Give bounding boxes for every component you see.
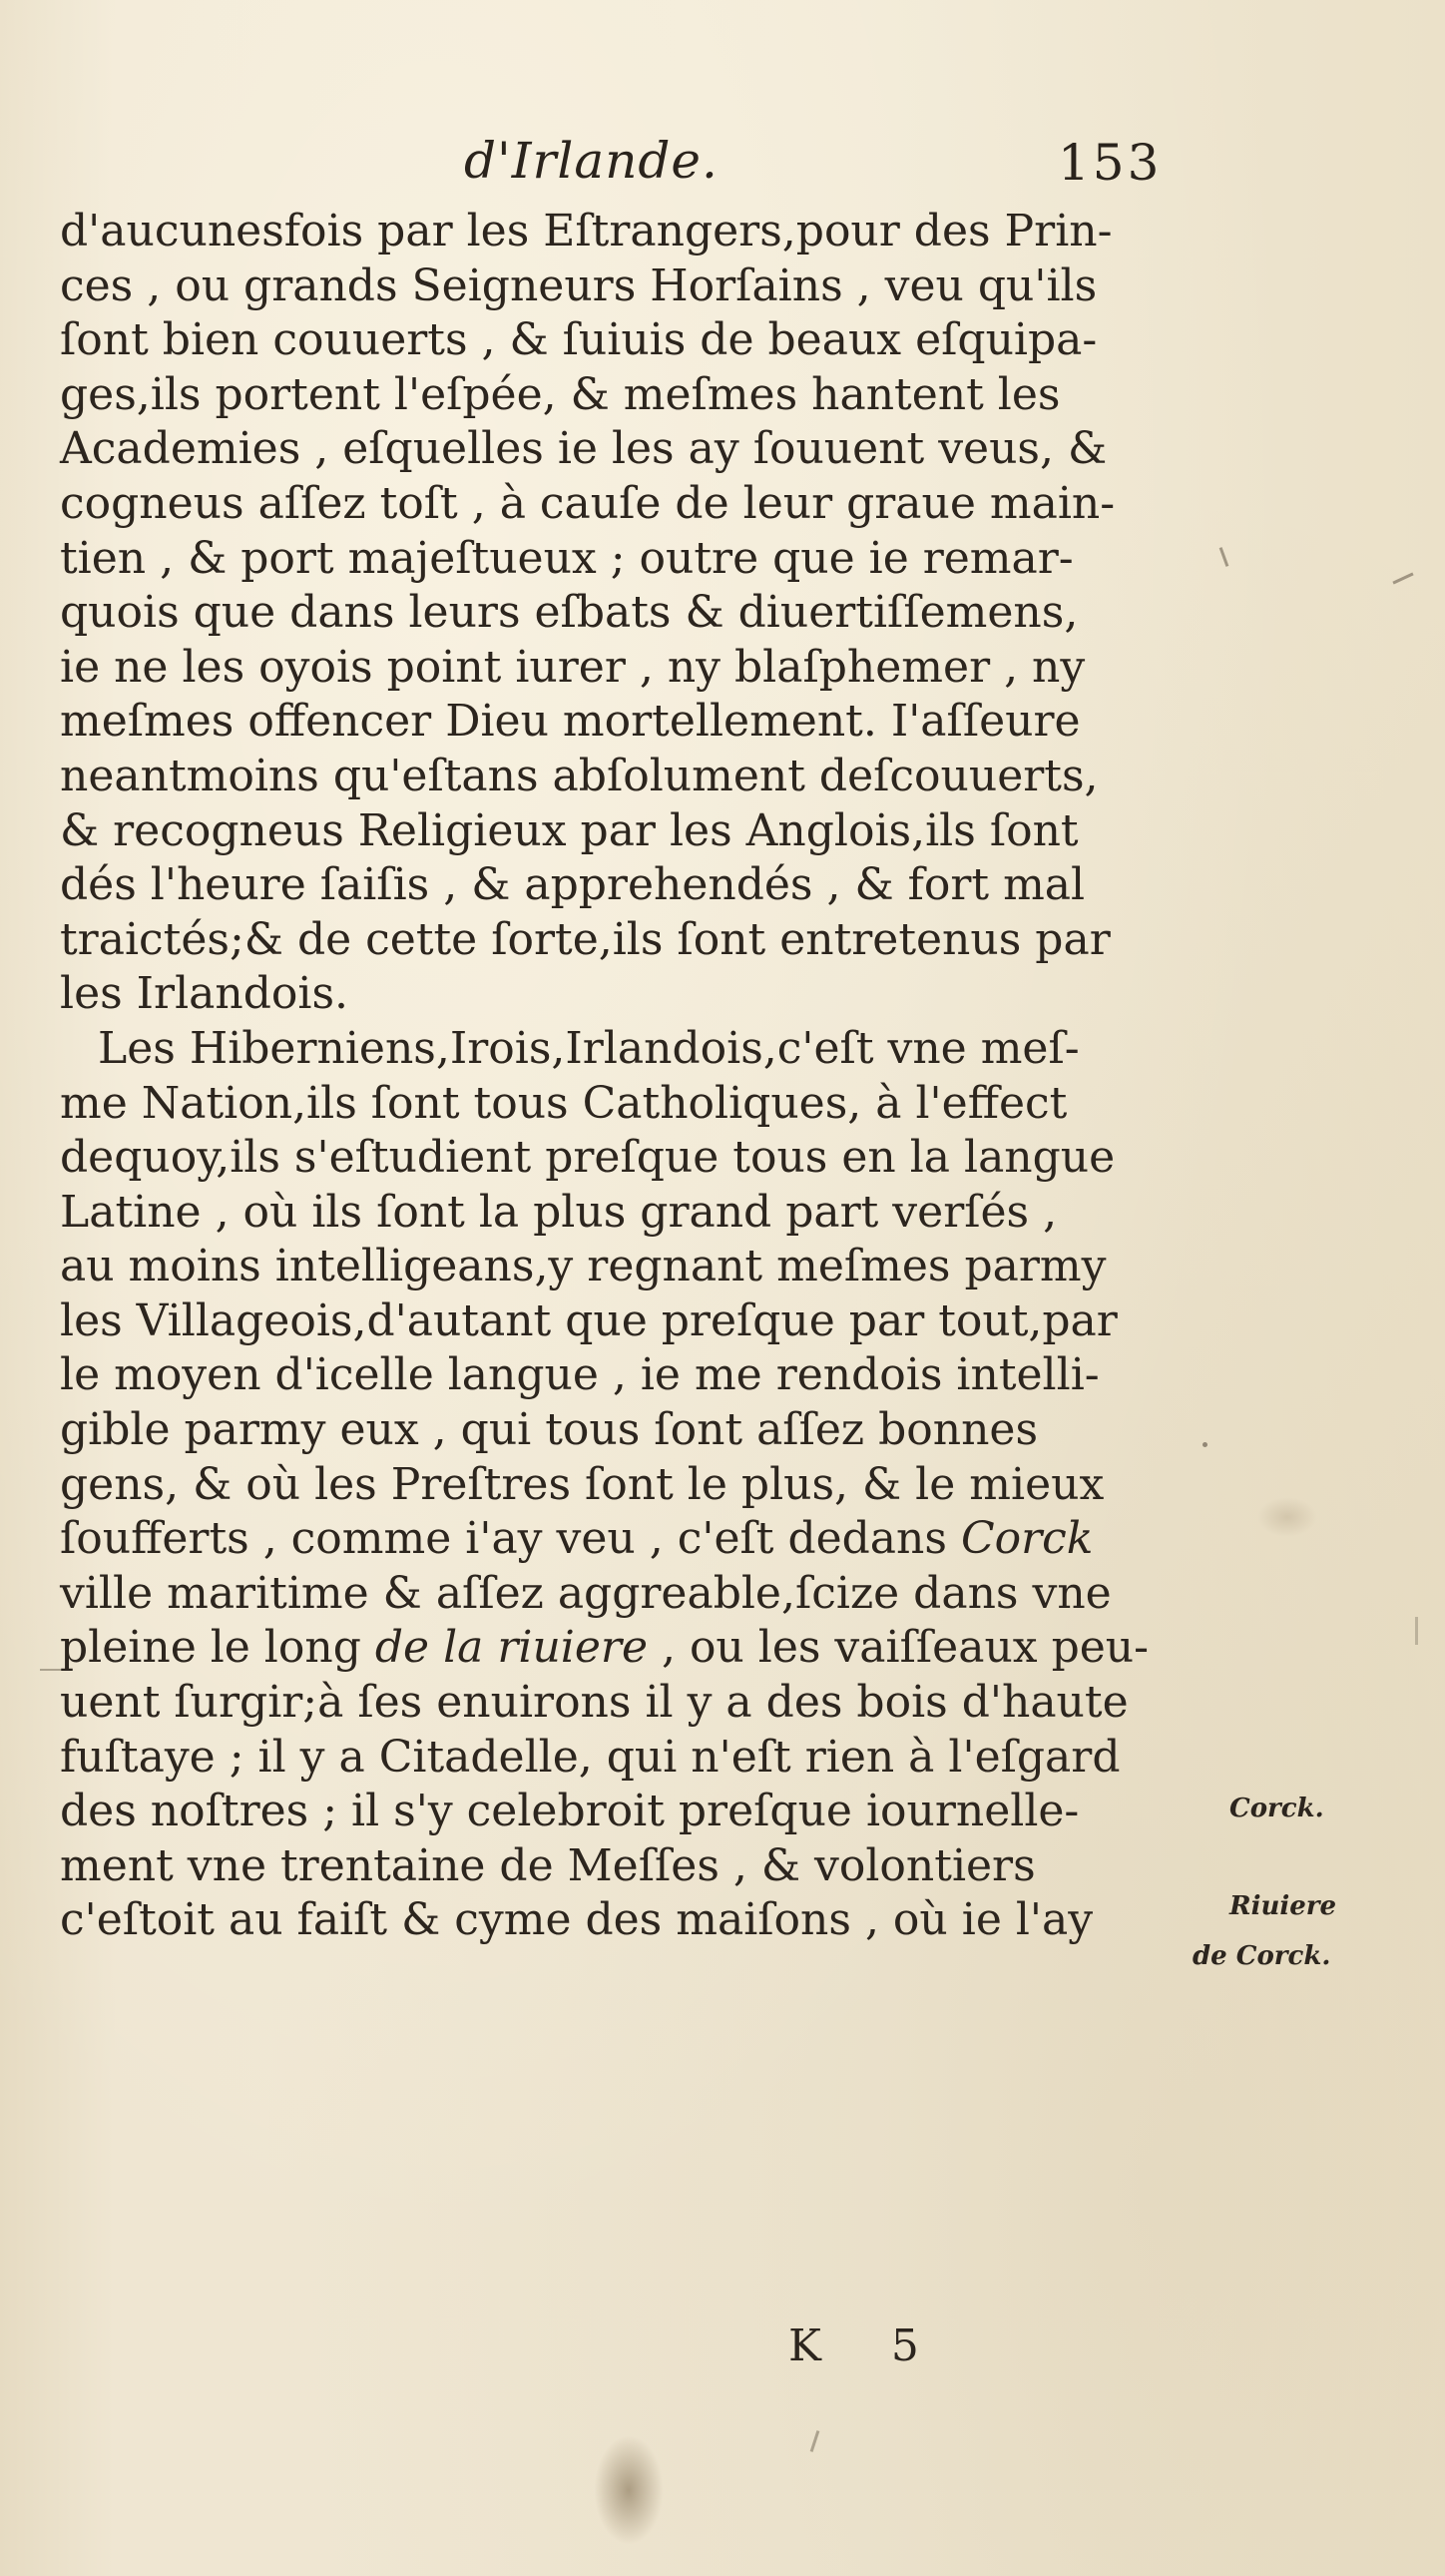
text-line: les Villageois,d'autant que preſque par tout,par [60,1294,1118,1346]
margin-note-de-corck: de Corck. [1193,1941,1331,1971]
text-line: les Irlandois. [60,968,349,1020]
text-line-riuiere-end: , ou les vaiſſeaux peu- [647,1622,1149,1674]
text-line: c'eſtoit au faiſt & cyme des maiſons , où ie l'ay [60,1894,1094,1946]
paper-speck [1415,1617,1418,1645]
text-line: ie ne les oyois point iurer , ny blaſphemer , ny [60,641,1086,693]
text-line-riuiere-start: pleine le long [60,1622,375,1674]
text-line: gens, & où les Preſtres ſont le plus, & le mieux [60,1458,1105,1510]
text-line: Latine , où ils ſont la plus grand part verſés , [60,1186,1058,1238]
text-line: ville maritime & aſſez aggreable,ſcize dans vne [60,1567,1112,1619]
text-line-corck-start: ſoufferts , comme i'ay veu , c'eſt dedans [60,1513,961,1565]
text-line: ges,ils portent l'eſpée, & meſmes hantent les [60,368,1061,420]
text-line: cogneus aſſez toſt , à cauſe de leur graue main- [60,477,1116,529]
margin-note-corck: Corck. [1229,1794,1324,1823]
page-footer [0,2320,1445,2390]
text-line: au moins intelligeans,y regnant meſmes parmy [60,1241,1107,1292]
text-line: d'aucunesfois par les Eſtrangers,pour des Prin- [60,206,1113,257]
text-line-corck [60,1512,1188,1567]
text-line: & recogneus Religieux par les Anglois,ils ſont [60,804,1079,856]
paper-stain [594,2435,664,2545]
paper-speck [1219,547,1229,567]
margin-note-riuiere: Riuiere [1229,1891,1337,1921]
text-line: fuſtaye ; il y a Citadelle, qui n'eſt rien à l'eſgard [60,1731,1121,1783]
text-line: dequoy,ils s'eſtudient preſque tous en la langue [60,1132,1116,1184]
page-header [0,122,1445,202]
river-name: de la riuiere [374,1622,648,1674]
text-line: le moyen d'icelle langue , ie me rendois intelli- [60,1349,1100,1401]
paper-stain [1257,1497,1317,1537]
text-line: quois que dans leurs eſbats & diuertiſſemens, [60,587,1079,639]
text-line: Academies , eſquelles ie les ay ſouuent veus, & [60,423,1108,475]
place-name-corck: Corck [960,1513,1094,1565]
paper-speck [810,2430,820,2452]
text-line-riuiere [60,1621,1188,1676]
text-line: me Nation,ils ſont tous Catholiques, à l'effect [60,1077,1068,1129]
paper-speck [1392,572,1413,584]
paper-speck [1203,1442,1207,1447]
signature-mark: K 5 [788,2320,947,2371]
text-line: uent ſurgir;à ſes enuirons il y a des bois d'haute [60,1677,1129,1729]
text-line: neantmoins qu'eſtans abſolument deſcouuerts, [60,750,1099,801]
body-text [60,205,1188,1948]
paragraph-start-line: Les Hiberniens,Irois,Irlandois,c'eſt vne meſ- [98,1022,1080,1074]
text-line: dés l'heure ſaiſis , & apprehendés , & fort mal [60,859,1086,911]
text-line: ces , ou grands Seigneurs Horſains , veu qu'ils [60,259,1098,311]
text-line: meſmes offencer Dieu mortellement. I'aſſeure [60,696,1081,748]
text-line: ment vne trentaine de Meſſes , & volontiers [60,1839,1036,1891]
text-line: traictés;& de cette ſorte,ils ſont entretenus par [60,913,1111,965]
page-number: 153 [1058,134,1163,192]
text-line: tien , & port majeſtueux ; outre que ie remar- [60,532,1074,584]
running-title: d'Irlande. [464,132,719,190]
text-line: ſont bien couuerts , & ſuiuis de beaux eſquipa- [60,314,1098,366]
text-line: gible parmy eux , qui tous ſont aſſez bonnes [60,1404,1039,1456]
text-line: des noſtres ; il s'y celebroit preſque iournelle- [60,1786,1080,1837]
